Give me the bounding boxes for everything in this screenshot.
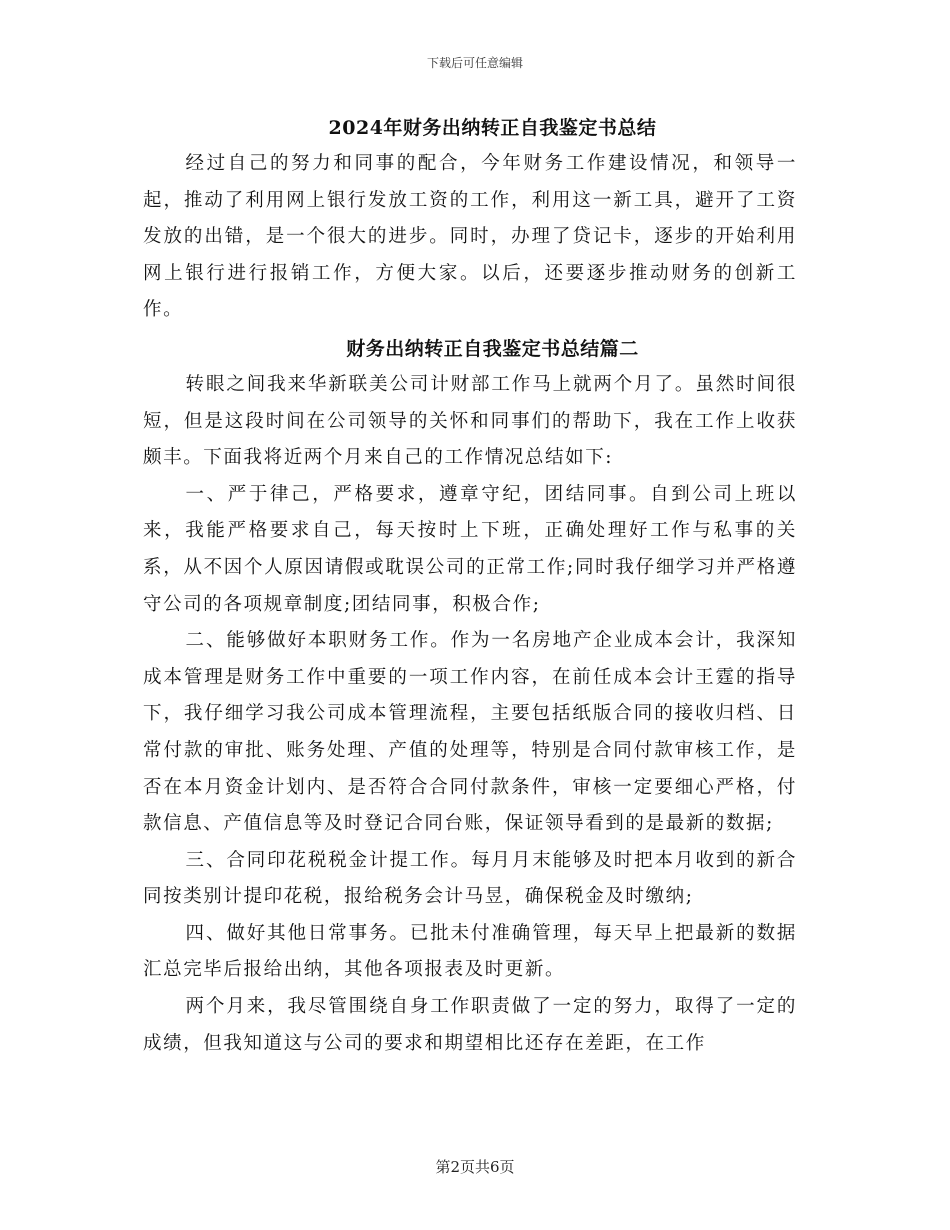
paragraph-4: 三、合同印花税税金计提工作。每月月末能够及时把本月收到的新合同按类别计提印花税，报给税务会计马昱，确保税金及时缴纳;: [143, 849, 797, 908]
document-body: [143, 110, 797, 1062]
document-title: 2024年财务出纳转正自我鉴定书总结: [328, 117, 657, 139]
page-number: 第2页共6页: [435, 1158, 515, 1176]
paragraph-6: 两个月来，我尽管围绕自身工作职责做了一定的努力，取得了一定的成绩，但我知道这与公司的要求和期望相比还存在差距，在工作: [143, 996, 797, 1054]
section-title: 财务出纳转正自我鉴定书总结篇二: [346, 337, 639, 360]
intro-paragraph: 经过自己的努力和同事的配合，今年财务工作建设情况，和领导一起，推动了利用网上银行发放工资的工作，利用这一新工具，避开了工资发放的出错，是一个很大的进步。同时，办理了贷记卡，逐步的开始利用网上银行进行报销工作，方便大家。以后，还要逐步推动财务的创新工作。: [143, 153, 797, 321]
page-header-note: 下载后可任意编辑: [426, 56, 523, 70]
paragraph-5: 四、做好其他日常事务。已批未付准确管理，每天早上把最新的数据汇总完毕后报给出纳，其他各项报表及时更新。: [143, 922, 797, 981]
paragraph-2: 一、严于律己，严格要求，遵章守纪，团结同事。自到公司上班以来，我能严格要求自己，每天按时上下班，正确处理好工作与私事的关系，从不因个人原因请假或耽误公司的正常工作;同时我仔细学习并严格遵守公司的各项规章制度;团结同事，积极合作;: [143, 483, 797, 615]
paragraph-1: 转眼之间我来华新联美公司计财部工作马上就两个月了。虽然时间很短，但是这段时间在公司领导的关怀和同事们的帮助下，我在工作上收获颇丰。下面我将近两个月来自己的工作情况总结如下:: [143, 373, 797, 469]
paragraph-3: 二、能够做好本职财务工作。作为一名房地产企业成本会计，我深知成本管理是财务工作中重要的一项工作内容，在前任成本会计王霆的指导下，我仔细学习我公司成本管理流程，主要包括纸版合同的接收归档、日常付款的审批、账务处理、产值的处理等，特别是合同付款审核工作，是否在本月资金计划内、是否符合合同付款条件，审核一定要细心严格，付款信息、产值信息等及时登记合同台账，保证领导看到的是最新的数据;: [143, 630, 797, 835]
